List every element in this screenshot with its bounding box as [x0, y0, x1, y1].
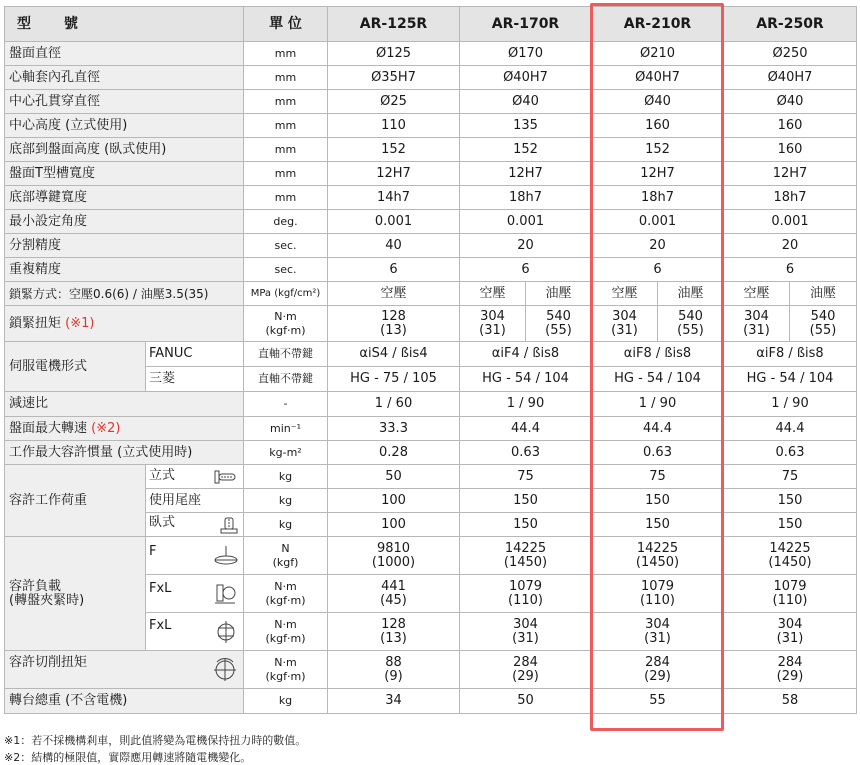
cell: HG - 54 / 104 — [592, 367, 724, 392]
value-bottom: (110) — [640, 592, 675, 608]
row-unit: mm — [244, 186, 328, 210]
cell: HG - 54 / 104 — [724, 367, 857, 392]
cell — [460, 306, 526, 342]
row-label — [5, 306, 244, 342]
cell: Ø210 — [592, 42, 724, 66]
row-label: 分割精度 — [5, 234, 244, 258]
row-unit: 直軸不帶鍵 — [244, 367, 328, 392]
row-unit: MPa (kgf/cm²) — [244, 282, 328, 306]
cell: 6 — [592, 258, 724, 282]
row-center-height — [5, 114, 857, 138]
cell: 20 — [592, 234, 724, 258]
row-index-accuracy — [5, 234, 857, 258]
row-lock-torque — [5, 306, 857, 342]
cell: 33.3 — [328, 417, 460, 441]
cell — [526, 306, 592, 342]
row-label: 工作最大容許慣量 (立式使用時) — [5, 441, 244, 465]
row-label: 伺服電機形式 — [5, 342, 146, 392]
row-table-diameter — [5, 42, 857, 66]
cell: 110 — [328, 114, 460, 138]
cell: 0.001 — [460, 210, 592, 234]
cell — [790, 306, 857, 342]
row-label — [5, 417, 244, 441]
cell: 135 — [460, 114, 592, 138]
cell: 0.63 — [724, 441, 857, 465]
cell — [592, 306, 658, 342]
row-min-angle — [5, 210, 857, 234]
row-unit: kg — [244, 689, 328, 714]
cell: 0.001 — [592, 210, 724, 234]
value-bottom: (110) — [772, 592, 808, 608]
value-bottom: (31) — [479, 322, 506, 338]
cell: 1 / 90 — [592, 392, 724, 417]
value-top: 441 — [381, 578, 406, 594]
cell: 44.4 — [460, 417, 592, 441]
value-bottom: (13) — [380, 322, 407, 338]
cell: Ø40H7 — [724, 66, 857, 90]
row-label — [5, 537, 146, 651]
unit-header: 單 位 — [244, 7, 328, 42]
sub-label-text: FxL — [149, 580, 172, 596]
row-unit: sec. — [244, 234, 328, 258]
footnote-2: ※2：結構的極限值，實際應用轉速將隨電機變化。 — [4, 751, 252, 764]
unit-top: N·m — [274, 655, 297, 669]
row-inertia — [5, 441, 857, 465]
value-top: 88 — [385, 654, 402, 670]
row-cut-torque — [5, 651, 857, 689]
row-spindle-bore — [5, 66, 857, 90]
cell — [724, 537, 857, 575]
footnote-1: ※1：若不採機構剎車，則此值將變為電機保持扭力時的數值。 — [4, 734, 307, 747]
unit-bottom: (kgf) — [272, 555, 299, 569]
cell-oil: 油壓 — [658, 282, 724, 306]
row-label: 盤面直徑 — [5, 42, 244, 66]
cell — [724, 613, 857, 651]
tilting-load-icon — [213, 619, 239, 645]
value-top: 14225 — [636, 540, 679, 556]
row-unit: kg-m² — [244, 441, 328, 465]
row-label: 轉台總重 (不含電機) — [5, 689, 244, 714]
spec-table — [4, 6, 857, 714]
row-label-text: 容許負載 — [9, 578, 62, 594]
cell: 0.28 — [328, 441, 460, 465]
row-unit: 直軸不帶鍵 — [244, 342, 328, 367]
row-unit — [244, 306, 328, 342]
cell: 150 — [460, 513, 592, 537]
cell: 0.63 — [460, 441, 592, 465]
row-unit — [244, 537, 328, 575]
cell: 6 — [460, 258, 592, 282]
row-label: 中心孔貫穿直徑 — [5, 90, 244, 114]
cell — [460, 651, 592, 689]
value-bottom: (13) — [380, 630, 407, 646]
row-label-text: 盤面最大轉速 — [9, 420, 88, 436]
value-top: 304 — [513, 616, 538, 632]
row-label — [5, 651, 244, 689]
model-header: 型 號 — [5, 7, 244, 42]
row-unit: mm — [244, 162, 328, 186]
unit-top: N·m — [274, 309, 297, 323]
cell — [328, 537, 460, 575]
moment-load-icon — [213, 582, 239, 606]
cell: 75 — [724, 465, 857, 489]
row-unit — [244, 575, 328, 613]
cell: Ø40 — [592, 90, 724, 114]
row-label: 中心高度 (立式使用) — [5, 114, 244, 138]
cell — [724, 306, 790, 342]
sub-label: 使用尾座 — [146, 489, 244, 513]
cell: 18h7 — [724, 186, 857, 210]
value-bottom: (31) — [776, 630, 804, 646]
model-ar250r: AR-250R — [724, 7, 857, 42]
cell: 12H7 — [460, 162, 592, 186]
row-reduction — [5, 392, 857, 417]
value-bottom: (31) — [512, 630, 539, 646]
unit-bottom: (kgf·m) — [265, 323, 306, 337]
value-top: 1079 — [773, 578, 807, 594]
value-top: 284 — [777, 654, 803, 670]
row-label: 減速比 — [5, 392, 244, 417]
unit-bottom: (kgf·m) — [265, 669, 306, 683]
row-allow-f — [5, 537, 857, 575]
cell: αiF8 / ßis8 — [592, 342, 724, 367]
value-top: 1079 — [508, 578, 543, 594]
value-top: 540 — [810, 308, 836, 324]
unit-top: N·m — [274, 617, 297, 631]
value-bottom: (1450) — [635, 554, 680, 570]
cell: 34 — [328, 689, 460, 714]
cell: 14h7 — [328, 186, 460, 210]
cell: 55 — [592, 689, 724, 714]
row-unit: mm — [244, 66, 328, 90]
cell: 150 — [724, 489, 857, 513]
value-bottom: (55) — [809, 322, 837, 338]
row-unit: mm — [244, 42, 328, 66]
row-t-slot — [5, 162, 857, 186]
model-ar170r: AR-170R — [460, 7, 592, 42]
header-row — [5, 7, 857, 42]
cell: αiF4 / ßis8 — [460, 342, 592, 367]
cell: 152 — [328, 138, 460, 162]
cell: 152 — [460, 138, 592, 162]
cell: 12H7 — [724, 162, 857, 186]
cell: 150 — [592, 489, 724, 513]
cell: 20 — [724, 234, 857, 258]
value-bottom: (29) — [512, 668, 539, 684]
cell: 75 — [460, 465, 592, 489]
axial-load-icon — [213, 545, 239, 567]
row-max-speed — [5, 417, 857, 441]
cell: αiF8 / ßis8 — [724, 342, 857, 367]
cell-oil: 油壓 — [526, 282, 592, 306]
cell: Ø25 — [328, 90, 460, 114]
unit-bottom: (kgf·m) — [265, 593, 306, 607]
cell: 0.63 — [592, 441, 724, 465]
value-top: 14225 — [769, 540, 811, 556]
cell — [592, 537, 724, 575]
sub-label — [146, 575, 244, 613]
cell: 0.001 — [328, 210, 460, 234]
cell: αiS4 / ßis4 — [328, 342, 460, 367]
cell — [592, 651, 724, 689]
cell-air: 空壓 — [460, 282, 526, 306]
sub-label: 三菱 — [146, 367, 244, 392]
row-bottom-height — [5, 138, 857, 162]
value-top: 1079 — [640, 578, 675, 594]
row-label: 最小設定角度 — [5, 210, 244, 234]
row-label: 鎖緊方式：空壓0.6(6) / 油壓3.5(35) — [5, 282, 244, 306]
sub-label: FANUC — [146, 342, 244, 367]
value-top: 14225 — [504, 540, 547, 556]
value-top: 304 — [480, 308, 505, 324]
value-top: 304 — [777, 616, 803, 632]
sub-label-text: FxL — [149, 617, 172, 633]
row-label-sub: (轉盤夾緊時) — [9, 592, 85, 608]
model-ar125r: AR-125R — [328, 7, 460, 42]
sub-label-text: F — [149, 543, 157, 559]
cell: 75 — [592, 465, 724, 489]
vertical-table-icon — [213, 469, 239, 485]
row-unit: kg — [244, 513, 328, 537]
value-top: 9810 — [376, 540, 411, 556]
cell — [658, 306, 724, 342]
cell: 160 — [592, 114, 724, 138]
cell: 1 / 90 — [724, 392, 857, 417]
row-label: 心軸套內孔直徑 — [5, 66, 244, 90]
row-unit: mm — [244, 114, 328, 138]
cell: 0.001 — [724, 210, 857, 234]
cell: 44.4 — [592, 417, 724, 441]
row-label-text: 容許切削扭矩 — [9, 654, 88, 670]
cell — [460, 575, 592, 613]
sub-label — [146, 465, 244, 489]
row-repeat-accuracy — [5, 258, 857, 282]
note-ref: (※1) — [65, 315, 95, 331]
horizontal-table-icon — [219, 516, 239, 534]
cell: 20 — [460, 234, 592, 258]
cell — [592, 575, 724, 613]
row-through-hole — [5, 90, 857, 114]
value-bottom: (29) — [776, 668, 804, 684]
cell: 18h7 — [592, 186, 724, 210]
sub-label — [146, 537, 244, 575]
row-unit: - — [244, 392, 328, 417]
cell: 160 — [724, 138, 857, 162]
value-top: 284 — [513, 654, 538, 670]
cell: 150 — [460, 489, 592, 513]
unit-bottom: (kgf·m) — [265, 631, 306, 645]
row-servo-fanuc — [5, 342, 857, 367]
cell: Ø40H7 — [460, 66, 592, 90]
value-bottom: (29) — [644, 668, 671, 684]
cell — [460, 537, 592, 575]
row-label: 重複精度 — [5, 258, 244, 282]
value-top: 128 — [381, 308, 406, 324]
value-bottom: (1450) — [768, 554, 812, 570]
cell: Ø40 — [460, 90, 592, 114]
cell: 40 — [328, 234, 460, 258]
value-top: 128 — [381, 616, 406, 632]
cell-air: 空壓 — [724, 282, 790, 306]
row-unit: mm — [244, 138, 328, 162]
cell: 1 / 60 — [328, 392, 460, 417]
cell: HG - 54 / 104 — [460, 367, 592, 392]
torque-icon — [211, 656, 239, 684]
note-ref: (※2) — [91, 420, 121, 436]
value-bottom: (31) — [644, 630, 671, 646]
sub-label — [146, 513, 244, 537]
value-bottom: (31) — [611, 322, 638, 338]
row-unit — [244, 651, 328, 689]
value-bottom: (45) — [380, 592, 407, 608]
cell — [592, 613, 724, 651]
cell: 1 / 90 — [460, 392, 592, 417]
row-unit: mm — [244, 90, 328, 114]
cell: 160 — [724, 114, 857, 138]
cell — [724, 575, 857, 613]
sub-label-text: 臥式 — [149, 514, 176, 530]
value-bottom: (55) — [545, 322, 572, 338]
value-top: 284 — [645, 654, 670, 670]
cell: 150 — [724, 513, 857, 537]
cell — [328, 613, 460, 651]
row-label: 容許工作荷重 — [5, 465, 146, 537]
row-unit — [244, 613, 328, 651]
row-key-width — [5, 186, 857, 210]
cell: Ø250 — [724, 42, 857, 66]
cell: Ø35H7 — [328, 66, 460, 90]
cell-air: 空壓 — [328, 282, 460, 306]
cell: Ø170 — [460, 42, 592, 66]
row-label: 盤面T型槽寬度 — [5, 162, 244, 186]
cell — [328, 306, 460, 342]
cell: HG - 75 / 105 — [328, 367, 460, 392]
cell: 100 — [328, 489, 460, 513]
cell-air: 空壓 — [592, 282, 658, 306]
cell-oil: 油壓 — [790, 282, 857, 306]
cell: 50 — [328, 465, 460, 489]
model-ar210r: AR-210R — [592, 7, 724, 42]
value-top: 304 — [744, 308, 769, 324]
cell: Ø40H7 — [592, 66, 724, 90]
row-lock-method — [5, 282, 857, 306]
cell: 6 — [328, 258, 460, 282]
cell: Ø125 — [328, 42, 460, 66]
cell — [328, 651, 460, 689]
row-unit: sec. — [244, 258, 328, 282]
row-load-vertical — [5, 465, 857, 489]
cell: 50 — [460, 689, 592, 714]
value-top: 304 — [612, 308, 637, 324]
value-bottom: (31) — [743, 322, 770, 338]
cell: 100 — [328, 513, 460, 537]
cell: 12H7 — [328, 162, 460, 186]
value-bottom: (110) — [508, 592, 543, 608]
value-bottom: (9) — [384, 668, 403, 684]
cell: 152 — [592, 138, 724, 162]
cell: 18h7 — [460, 186, 592, 210]
cell: 12H7 — [592, 162, 724, 186]
row-label: 底部導鍵寬度 — [5, 186, 244, 210]
cell — [328, 575, 460, 613]
value-bottom: (1450) — [503, 554, 548, 570]
cell: 6 — [724, 258, 857, 282]
cell: Ø40 — [724, 90, 857, 114]
cell — [460, 613, 592, 651]
row-unit: deg. — [244, 210, 328, 234]
cell: 150 — [592, 513, 724, 537]
row-unit: kg — [244, 489, 328, 513]
sub-label-text: 立式 — [149, 467, 176, 483]
value-top: 304 — [645, 616, 670, 632]
cell: 44.4 — [724, 417, 857, 441]
value-top: 540 — [546, 308, 571, 324]
row-label-text: 鎖緊扭矩 — [9, 315, 62, 331]
row-weight — [5, 689, 857, 714]
sub-label — [146, 613, 244, 651]
unit-top: N·m — [274, 579, 297, 593]
row-unit: min⁻¹ — [244, 417, 328, 441]
cell: 58 — [724, 689, 857, 714]
value-bottom: (55) — [677, 322, 704, 338]
row-unit: kg — [244, 465, 328, 489]
cell — [724, 651, 857, 689]
unit-top: N — [281, 541, 290, 555]
value-top: 540 — [678, 308, 703, 324]
value-bottom: (1000) — [371, 554, 416, 570]
row-label: 底部到盤面高度 (臥式使用) — [5, 138, 244, 162]
